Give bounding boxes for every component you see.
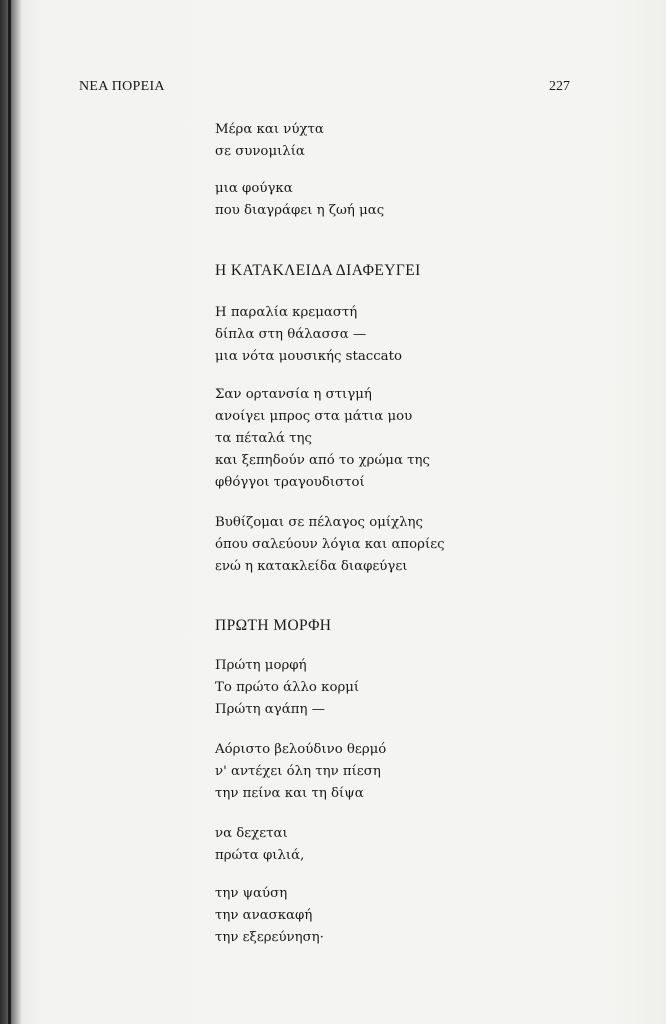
- poem-line: ανοίγει μπρος στα μάτια μου: [215, 409, 413, 424]
- poem-line: Σαν ορτανσία η στιγμή: [215, 387, 372, 402]
- poem2-stanza-4: [215, 883, 324, 949]
- poem1-stanza-3: [215, 512, 445, 578]
- poem1-stanza-2: [215, 384, 430, 494]
- poem-line: Η παραλία κρεμαστή: [215, 305, 358, 320]
- poem2-stanza-1: [215, 655, 359, 721]
- poem-line: ν' αντέχει όλη την πίεση: [215, 764, 381, 779]
- poem2-stanza-3: [215, 823, 304, 867]
- poem-line: την πείνα και τη δίψα: [215, 786, 364, 801]
- poem-line: δίπλα στη θάλασσα —: [215, 327, 367, 342]
- poem-line: όπου σαλεύουν λόγια και απορίες: [215, 537, 445, 552]
- poem-line: μια φούγκα: [215, 181, 293, 196]
- book-spine-shadow: [0, 0, 22, 1024]
- poem-title: ΠΡΩΤΗ ΜΟΡΦΗ: [215, 617, 332, 634]
- running-title: ΝΕΑ ΠΟΡΕΙΑ: [79, 79, 165, 94]
- poem-line: την ανασκαφή: [215, 908, 313, 923]
- poem-line: Το πρώτο άλλο κορμί: [215, 680, 360, 695]
- poem-line: την ψαύση: [215, 886, 288, 901]
- poem-line: φθόγγοι τραγουδιστοί: [215, 475, 365, 490]
- page-number: 227: [549, 79, 570, 94]
- poem-line: Βυθίζομαι σε πέλαγος ομίχλης: [215, 515, 423, 530]
- stanza-top-1: [215, 119, 324, 163]
- poem-line: Αόριστο βελούδινο θερμό: [215, 742, 387, 757]
- poem-line: να δεχεται: [215, 826, 288, 841]
- poem2-stanza-2: [215, 739, 386, 805]
- poem-line: που διαγράφει η ζωή μας: [215, 203, 385, 218]
- book-spine-edge: [8, 0, 11, 1024]
- poem-line: σε συνομιλία: [215, 144, 305, 159]
- poem-line: πρώτα φιλιά,: [215, 848, 305, 863]
- poem-line: Μέρα και νύχτα: [215, 122, 324, 137]
- poem-line: Πρώτη αγάπη —: [215, 702, 325, 717]
- poem-line: τα πέταλά της: [215, 431, 312, 446]
- poem1-stanza-1: [215, 302, 402, 368]
- poem-title: Η ΚΑΤΑΚΛΕΙΔΑ ΔΙΑΦΕΥΓΕΙ: [215, 262, 421, 279]
- stanza-top-2: [215, 178, 384, 222]
- poem-line: την εξερεύνηση·: [215, 930, 324, 945]
- poem-line: και ξεπηδούν από το χρώμα της: [215, 453, 430, 468]
- poem-line: Πρώτη μορφή: [215, 658, 307, 673]
- poem-line: ενώ η κατακλείδα διαφεύγει: [215, 559, 408, 574]
- poem-line: μια νότα μουσικής staccato: [215, 349, 402, 364]
